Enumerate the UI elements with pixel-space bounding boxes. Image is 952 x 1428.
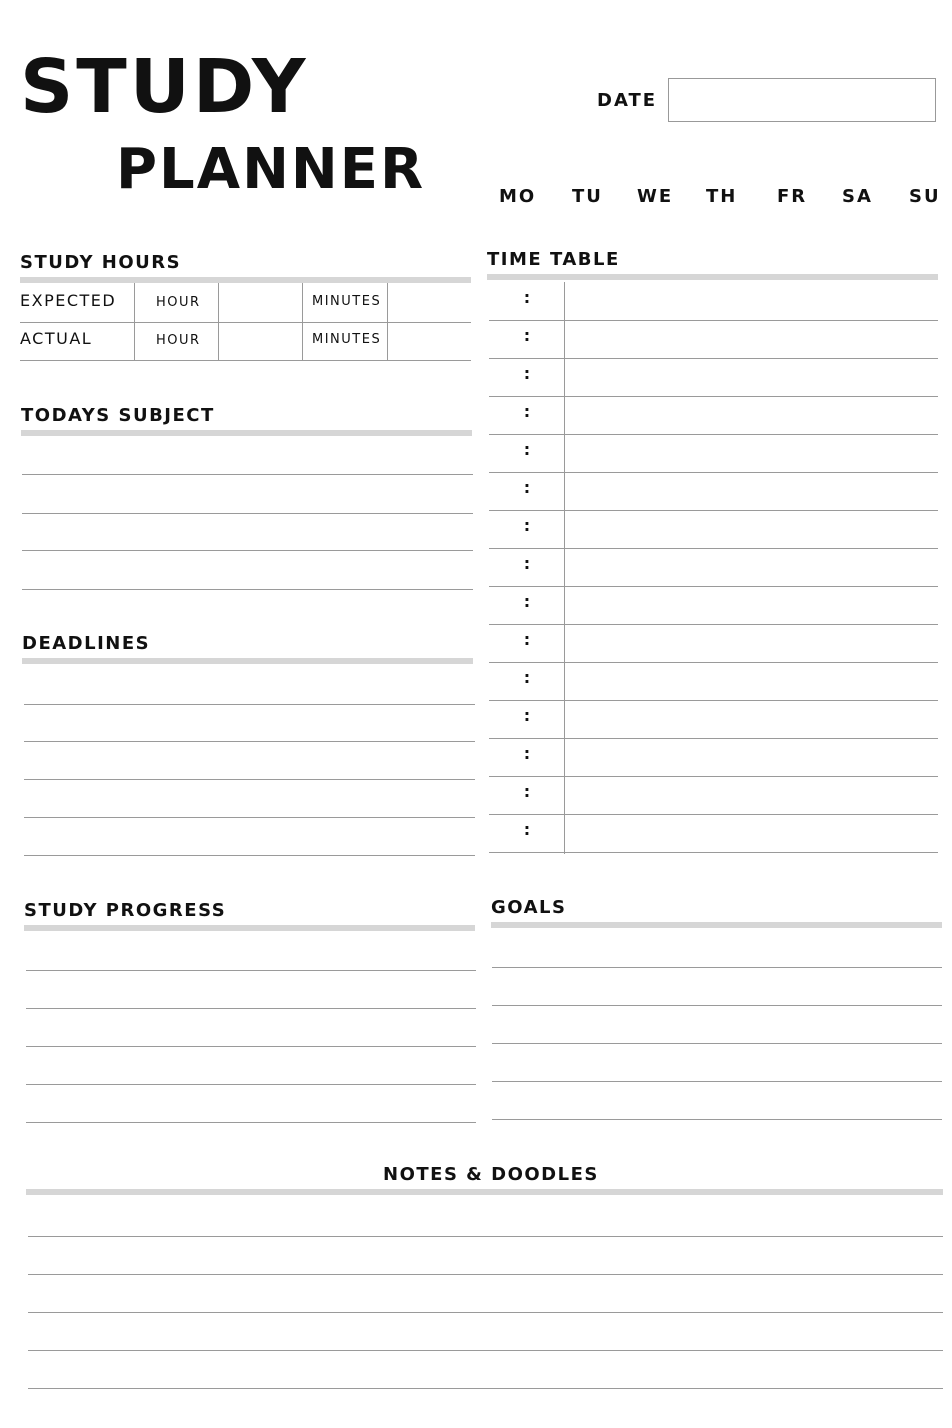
date-label: DATE bbox=[597, 90, 658, 111]
time-slot-colon: : bbox=[523, 440, 531, 459]
todays-subject-line[interactable] bbox=[22, 550, 473, 551]
deadlines-bar bbox=[22, 658, 473, 664]
notes-title: NOTES & DOODLES bbox=[383, 1164, 599, 1185]
time-slot-entry[interactable] bbox=[566, 510, 938, 546]
day-tu[interactable]: TU bbox=[572, 186, 603, 207]
day-mo[interactable]: MO bbox=[499, 186, 537, 207]
date-field[interactable] bbox=[668, 78, 936, 122]
time-slot-line bbox=[489, 852, 938, 853]
goal-line[interactable] bbox=[492, 967, 942, 968]
study-progress-bar bbox=[24, 925, 475, 931]
study-progress-line[interactable] bbox=[26, 1122, 476, 1123]
todays-subject-line[interactable] bbox=[22, 513, 473, 514]
study-hours-title: STUDY HOURS bbox=[20, 252, 182, 273]
time-table-bar bbox=[487, 274, 938, 280]
time-slot-entry[interactable] bbox=[566, 434, 938, 470]
time-slot-colon: : bbox=[523, 554, 531, 573]
deadline-line[interactable] bbox=[24, 779, 475, 780]
deadline-line[interactable] bbox=[24, 855, 475, 856]
day-th[interactable]: TH bbox=[706, 186, 738, 207]
day-fr[interactable]: FR bbox=[777, 186, 808, 207]
expected-minutes-input[interactable] bbox=[389, 286, 469, 320]
goals-title: GOALS bbox=[491, 897, 567, 918]
time-slot-entry[interactable] bbox=[566, 662, 938, 698]
time-slot-colon: : bbox=[523, 402, 531, 421]
goal-line[interactable] bbox=[492, 1081, 942, 1082]
time-slot-entry[interactable] bbox=[566, 738, 938, 774]
todays-subject-title: TODAYS SUBJECT bbox=[21, 405, 215, 426]
deadline-line[interactable] bbox=[24, 704, 475, 705]
page-title-line1: STUDY bbox=[20, 44, 309, 130]
time-slot-colon: : bbox=[523, 744, 531, 763]
actual-label: ACTUAL bbox=[20, 329, 93, 348]
study-progress-line[interactable] bbox=[26, 1046, 476, 1047]
notes-line[interactable] bbox=[28, 1274, 943, 1275]
time-slot-colon: : bbox=[523, 478, 531, 497]
day-we[interactable]: WE bbox=[637, 186, 674, 207]
notes-bar bbox=[26, 1189, 943, 1195]
notes-line[interactable] bbox=[28, 1312, 943, 1313]
day-su[interactable]: SU bbox=[909, 186, 941, 207]
actual-hour-input[interactable] bbox=[220, 324, 300, 358]
expected-hour-label: HOUR bbox=[156, 295, 201, 310]
time-slot-entry[interactable] bbox=[566, 624, 938, 660]
time-slot-entry[interactable] bbox=[566, 814, 938, 850]
time-slot-colon: : bbox=[523, 364, 531, 383]
expected-minutes-label: MINUTES bbox=[312, 294, 382, 309]
time-slot-entry[interactable] bbox=[566, 472, 938, 508]
todays-subject-line[interactable] bbox=[22, 474, 473, 475]
deadline-line[interactable] bbox=[24, 741, 475, 742]
study-progress-line[interactable] bbox=[26, 1084, 476, 1085]
notes-line[interactable] bbox=[28, 1236, 943, 1237]
actual-minutes-label: MINUTES bbox=[312, 332, 382, 347]
day-sa[interactable]: SA bbox=[842, 186, 873, 207]
goal-line[interactable] bbox=[492, 1005, 942, 1006]
study-hours-row-line bbox=[20, 360, 471, 361]
time-slot-colon: : bbox=[523, 668, 531, 687]
study-hours-row-line bbox=[20, 322, 471, 323]
goal-line[interactable] bbox=[492, 1043, 942, 1044]
time-slot-colon: : bbox=[523, 706, 531, 725]
time-slot-colon: : bbox=[523, 630, 531, 649]
time-slot-colon: : bbox=[523, 326, 531, 345]
time-slot-colon: : bbox=[523, 782, 531, 801]
study-progress-line[interactable] bbox=[26, 970, 476, 971]
time-slot-entry[interactable] bbox=[566, 776, 938, 812]
page-title-line2: PLANNER bbox=[116, 137, 426, 202]
time-table-title: TIME TABLE bbox=[487, 249, 620, 270]
deadline-line[interactable] bbox=[24, 817, 475, 818]
expected-hour-input[interactable] bbox=[220, 286, 300, 320]
time-slot-entry[interactable] bbox=[566, 396, 938, 432]
deadlines-title: DEADLINES bbox=[22, 633, 151, 654]
study-progress-title: STUDY PROGRESS bbox=[24, 900, 227, 921]
time-table-divider bbox=[564, 282, 565, 854]
time-slot-entry[interactable] bbox=[566, 282, 938, 318]
time-slot-colon: : bbox=[523, 820, 531, 839]
actual-minutes-input[interactable] bbox=[389, 324, 469, 358]
time-slot-entry[interactable] bbox=[566, 548, 938, 584]
goal-line[interactable] bbox=[492, 1119, 942, 1120]
notes-line[interactable] bbox=[28, 1388, 943, 1389]
study-hours-bar bbox=[20, 277, 471, 283]
time-slot-entry[interactable] bbox=[566, 320, 938, 356]
actual-hour-label: HOUR bbox=[156, 333, 201, 348]
expected-label: EXPECTED bbox=[20, 291, 117, 310]
todays-subject-line[interactable] bbox=[22, 589, 473, 590]
time-slot-entry[interactable] bbox=[566, 700, 938, 736]
notes-line[interactable] bbox=[28, 1350, 943, 1351]
study-progress-line[interactable] bbox=[26, 1008, 476, 1009]
time-slot-entry[interactable] bbox=[566, 586, 938, 622]
todays-subject-bar bbox=[21, 430, 472, 436]
goals-bar bbox=[491, 922, 942, 928]
time-slot-entry[interactable] bbox=[566, 358, 938, 394]
time-slot-colon: : bbox=[523, 288, 531, 307]
time-slot-colon: : bbox=[523, 592, 531, 611]
time-slot-colon: : bbox=[523, 516, 531, 535]
